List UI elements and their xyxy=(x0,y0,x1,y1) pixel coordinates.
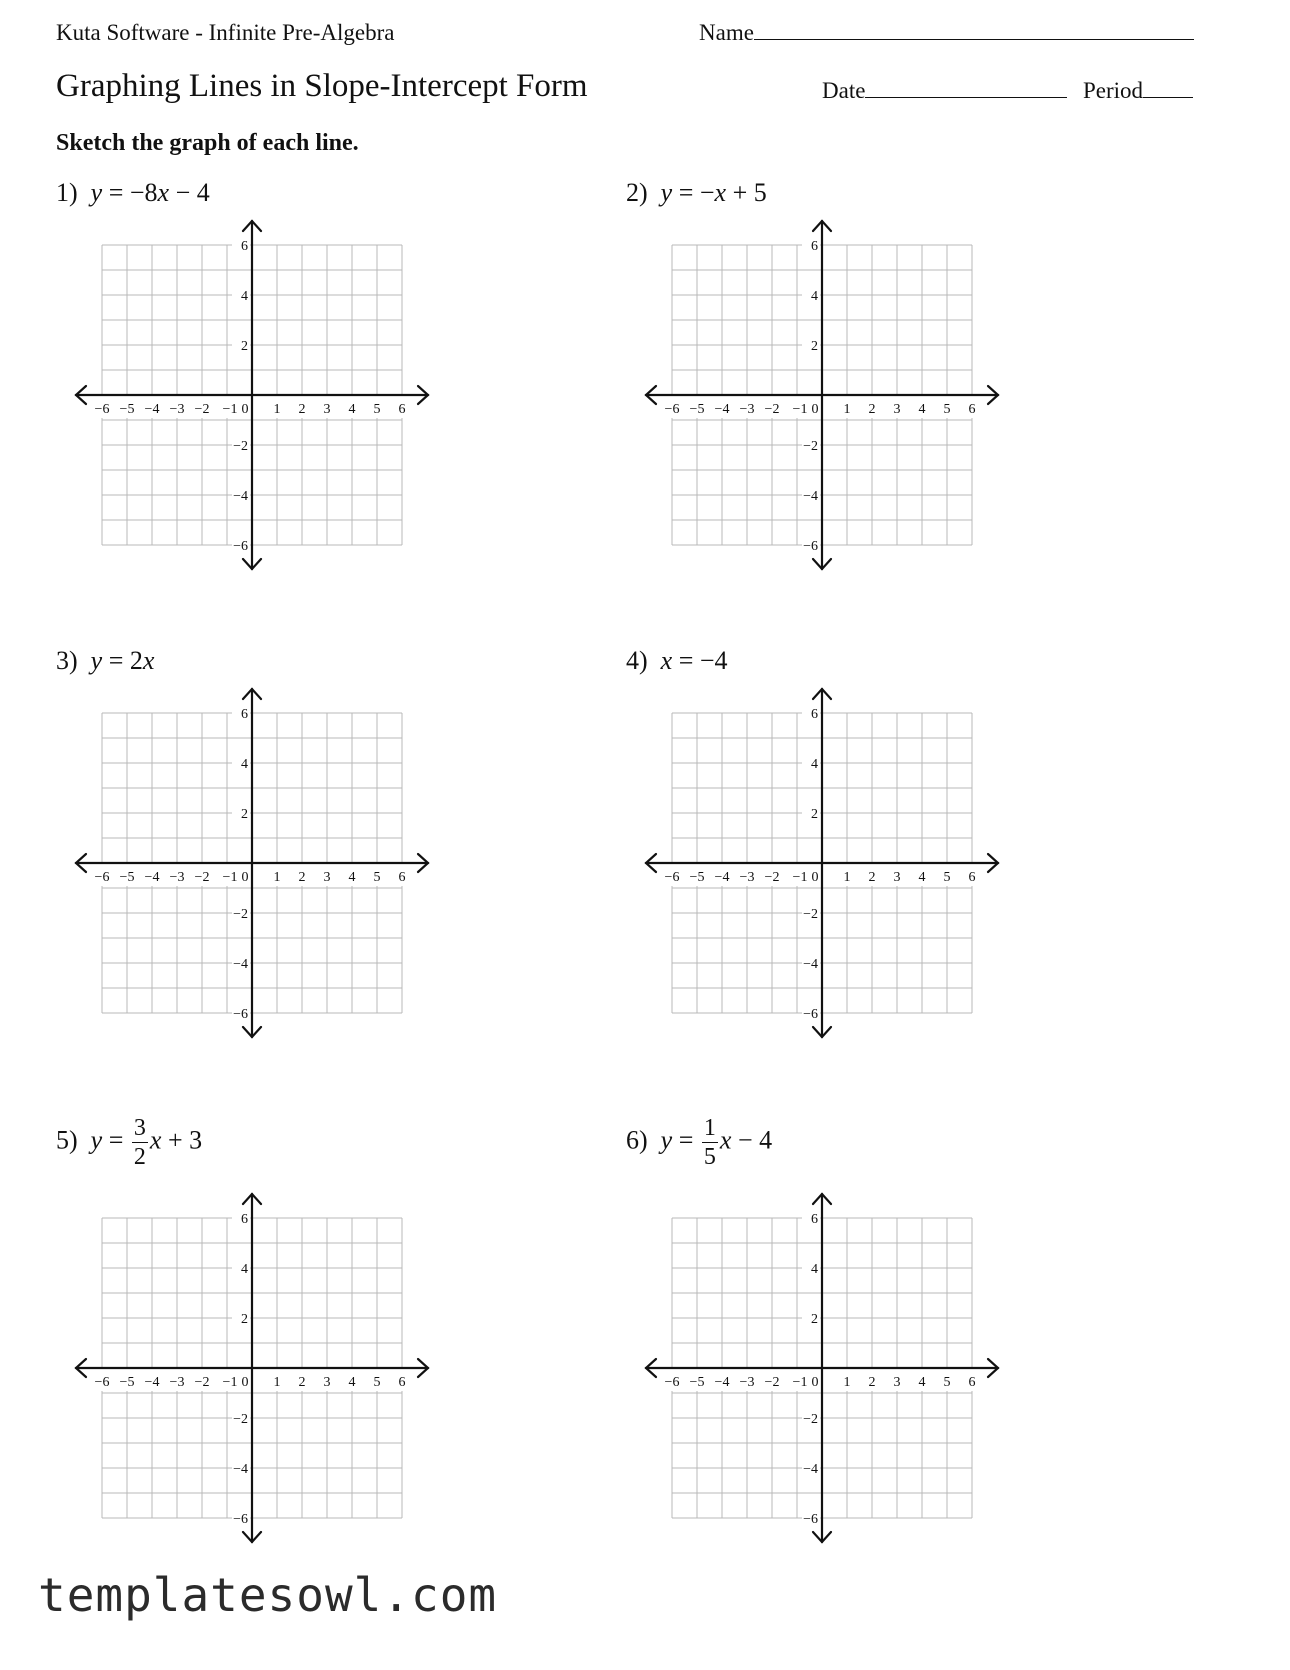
x-tick-label: 2 xyxy=(298,402,306,417)
y-tick-label: 2 xyxy=(811,1312,818,1327)
x-tick-label: 1 xyxy=(843,1375,851,1390)
x-tick-label: 6 xyxy=(398,402,406,417)
x-tick-label: 0 xyxy=(241,1375,249,1390)
y-tick-label: −2 xyxy=(233,439,248,454)
x-tick-label: 1 xyxy=(843,870,851,885)
x-tick-label: −2 xyxy=(764,402,780,417)
x-tick-label: 6 xyxy=(398,1375,406,1390)
problem-4: 4) x = −4 xyxy=(626,646,728,675)
x-tick-label: 3 xyxy=(893,870,901,885)
fraction: $\frac{3}{2}$ xyxy=(133,1115,146,1170)
y-tick-label: −6 xyxy=(803,539,818,554)
x-tick-label: 5 xyxy=(943,1375,951,1390)
x-tick-label: 2 xyxy=(298,1375,306,1390)
instructions: Sketch the graph of each line. xyxy=(56,130,359,156)
x-tick-label: 5 xyxy=(943,402,951,417)
x-tick-label: −5 xyxy=(119,870,135,885)
x-tick-label: 5 xyxy=(373,1375,381,1390)
y-tick-label: −6 xyxy=(233,1512,248,1527)
y-tick-label: 4 xyxy=(241,757,248,772)
x-tick-label: −6 xyxy=(94,870,110,885)
x-tick-label: −2 xyxy=(764,870,780,885)
x-tick-label: 3 xyxy=(893,402,901,417)
x-tick-label: 4 xyxy=(918,870,926,885)
y-tick-label: 4 xyxy=(241,1262,248,1277)
x-tick-label: −5 xyxy=(689,1375,705,1390)
date-label: Date xyxy=(822,78,866,103)
x-tick-label: −2 xyxy=(194,1375,210,1390)
x-tick-label: 3 xyxy=(893,1375,901,1390)
y-tick-label: 6 xyxy=(811,239,818,254)
y-tick-label: 6 xyxy=(811,707,818,722)
y-tick-label: −4 xyxy=(233,957,248,972)
x-tick-label: −1 xyxy=(222,402,238,417)
x-tick-label: 4 xyxy=(348,870,356,885)
x-tick-label: 4 xyxy=(918,402,926,417)
y-tick-label: 4 xyxy=(811,289,818,304)
x-tick-label: −2 xyxy=(194,870,210,885)
coordinate-grid-3[interactable] xyxy=(70,683,450,1043)
y-tick-label: 2 xyxy=(811,807,818,822)
x-tick-label: −4 xyxy=(144,1375,160,1390)
y-tick-label: 4 xyxy=(811,1262,818,1277)
date-blank[interactable] xyxy=(865,96,1067,98)
x-tick-label: 0 xyxy=(811,870,819,885)
x-tick-label: 6 xyxy=(968,1375,976,1390)
coordinate-grid-1[interactable] xyxy=(70,215,450,575)
x-tick-label: 1 xyxy=(273,870,281,885)
name-field[interactable] xyxy=(699,20,1194,46)
y-tick-label: 4 xyxy=(241,289,248,304)
fraction: $\frac{1}{5}$ xyxy=(703,1115,716,1170)
x-tick-label: 0 xyxy=(811,1375,819,1390)
y-tick-label: −6 xyxy=(233,1007,248,1022)
y-tick-label: −4 xyxy=(803,1462,818,1477)
problem-5: 5) y = $\frac{3}{2}$ x + 3 xyxy=(56,1115,203,1170)
x-tick-label: −4 xyxy=(714,402,730,417)
x-tick-label: −2 xyxy=(764,1375,780,1390)
period-field[interactable] xyxy=(1083,78,1193,104)
y-tick-label: −2 xyxy=(803,907,818,922)
y-tick-label: 6 xyxy=(811,1212,818,1227)
problem-1: 1) y = −8x − 4 xyxy=(56,178,210,207)
x-tick-label: −1 xyxy=(222,870,238,885)
x-tick-label: −4 xyxy=(144,870,160,885)
y-tick-label: 2 xyxy=(241,1312,248,1327)
x-tick-label: 2 xyxy=(868,1375,876,1390)
x-tick-label: −5 xyxy=(689,402,705,417)
x-tick-label: −6 xyxy=(664,870,680,885)
y-tick-label: −4 xyxy=(803,957,818,972)
x-tick-label: −1 xyxy=(792,402,808,417)
x-tick-label: −1 xyxy=(792,870,808,885)
y-tick-label: 6 xyxy=(241,707,248,722)
problem-2: 2) y = −x + 5 xyxy=(626,178,767,207)
x-tick-label: −5 xyxy=(119,402,135,417)
coordinate-grid-2[interactable] xyxy=(640,215,1020,575)
x-tick-label: 2 xyxy=(868,870,876,885)
x-tick-label: 2 xyxy=(868,402,876,417)
x-tick-label: −4 xyxy=(714,1375,730,1390)
x-tick-label: 3 xyxy=(323,870,331,885)
y-tick-label: −4 xyxy=(233,489,248,504)
y-tick-label: −4 xyxy=(803,489,818,504)
y-tick-label: 6 xyxy=(241,239,248,254)
period-blank[interactable] xyxy=(1143,96,1193,98)
y-tick-label: −2 xyxy=(233,907,248,922)
x-tick-label: 0 xyxy=(811,402,819,417)
x-tick-label: −5 xyxy=(119,1375,135,1390)
x-tick-label: −3 xyxy=(739,402,755,417)
name-blank[interactable] xyxy=(754,38,1194,40)
x-tick-label: 6 xyxy=(968,402,976,417)
coordinate-grid-6[interactable] xyxy=(640,1188,1020,1548)
y-tick-label: −2 xyxy=(803,1412,818,1427)
date-field[interactable] xyxy=(822,78,1067,104)
y-tick-label: −6 xyxy=(803,1512,818,1527)
coordinate-grid-4[interactable] xyxy=(640,683,1020,1043)
x-tick-label: −3 xyxy=(739,1375,755,1390)
x-tick-label: −6 xyxy=(94,402,110,417)
x-tick-label: −4 xyxy=(714,870,730,885)
y-tick-label: 2 xyxy=(241,339,248,354)
x-tick-label: −3 xyxy=(169,1375,185,1390)
x-tick-label: 1 xyxy=(273,1375,281,1390)
y-tick-label: 6 xyxy=(241,1212,248,1227)
x-tick-label: 1 xyxy=(273,402,281,417)
problem-6: 6) y = $\frac{1}{5}$ x − 4 xyxy=(626,1115,773,1170)
x-tick-label: −6 xyxy=(664,402,680,417)
x-tick-label: −6 xyxy=(664,1375,680,1390)
watermark: templatesowl.com xyxy=(38,1568,498,1622)
y-tick-label: −2 xyxy=(803,439,818,454)
x-tick-label: −4 xyxy=(144,402,160,417)
period-label: Period xyxy=(1083,78,1144,103)
x-tick-label: 3 xyxy=(323,1375,331,1390)
y-tick-label: −6 xyxy=(233,539,248,554)
x-tick-label: 4 xyxy=(348,1375,356,1390)
y-tick-label: −2 xyxy=(233,1412,248,1427)
x-tick-label: 5 xyxy=(373,402,381,417)
y-tick-label: 2 xyxy=(811,339,818,354)
x-tick-label: 0 xyxy=(241,402,249,417)
x-tick-label: −2 xyxy=(194,402,210,417)
publisher-label: Kuta Software - Infinite Pre-Algebra xyxy=(56,20,395,45)
problem-3: 3) y = 2x xyxy=(56,646,155,675)
page-title: Graphing Lines in Slope-Intercept Form xyxy=(56,68,588,104)
name-label: Name xyxy=(699,20,754,45)
coordinate-grid-5[interactable] xyxy=(70,1188,450,1548)
x-tick-label: 6 xyxy=(398,870,406,885)
x-tick-label: 4 xyxy=(348,402,356,417)
x-tick-label: −6 xyxy=(94,1375,110,1390)
x-tick-label: 3 xyxy=(323,402,331,417)
x-tick-label: −5 xyxy=(689,870,705,885)
x-tick-label: 6 xyxy=(968,870,976,885)
x-tick-label: 1 xyxy=(843,402,851,417)
x-tick-label: −1 xyxy=(792,1375,808,1390)
y-tick-label: 4 xyxy=(811,757,818,772)
x-tick-label: −3 xyxy=(169,402,185,417)
x-tick-label: 5 xyxy=(373,870,381,885)
x-tick-label: 5 xyxy=(943,870,951,885)
x-tick-label: 0 xyxy=(241,870,249,885)
y-tick-label: −6 xyxy=(803,1007,818,1022)
y-tick-label: 2 xyxy=(241,807,248,822)
x-tick-label: 2 xyxy=(298,870,306,885)
x-tick-label: −1 xyxy=(222,1375,238,1390)
x-tick-label: 4 xyxy=(918,1375,926,1390)
y-tick-label: −4 xyxy=(233,1462,248,1477)
x-tick-label: −3 xyxy=(739,870,755,885)
x-tick-label: −3 xyxy=(169,870,185,885)
